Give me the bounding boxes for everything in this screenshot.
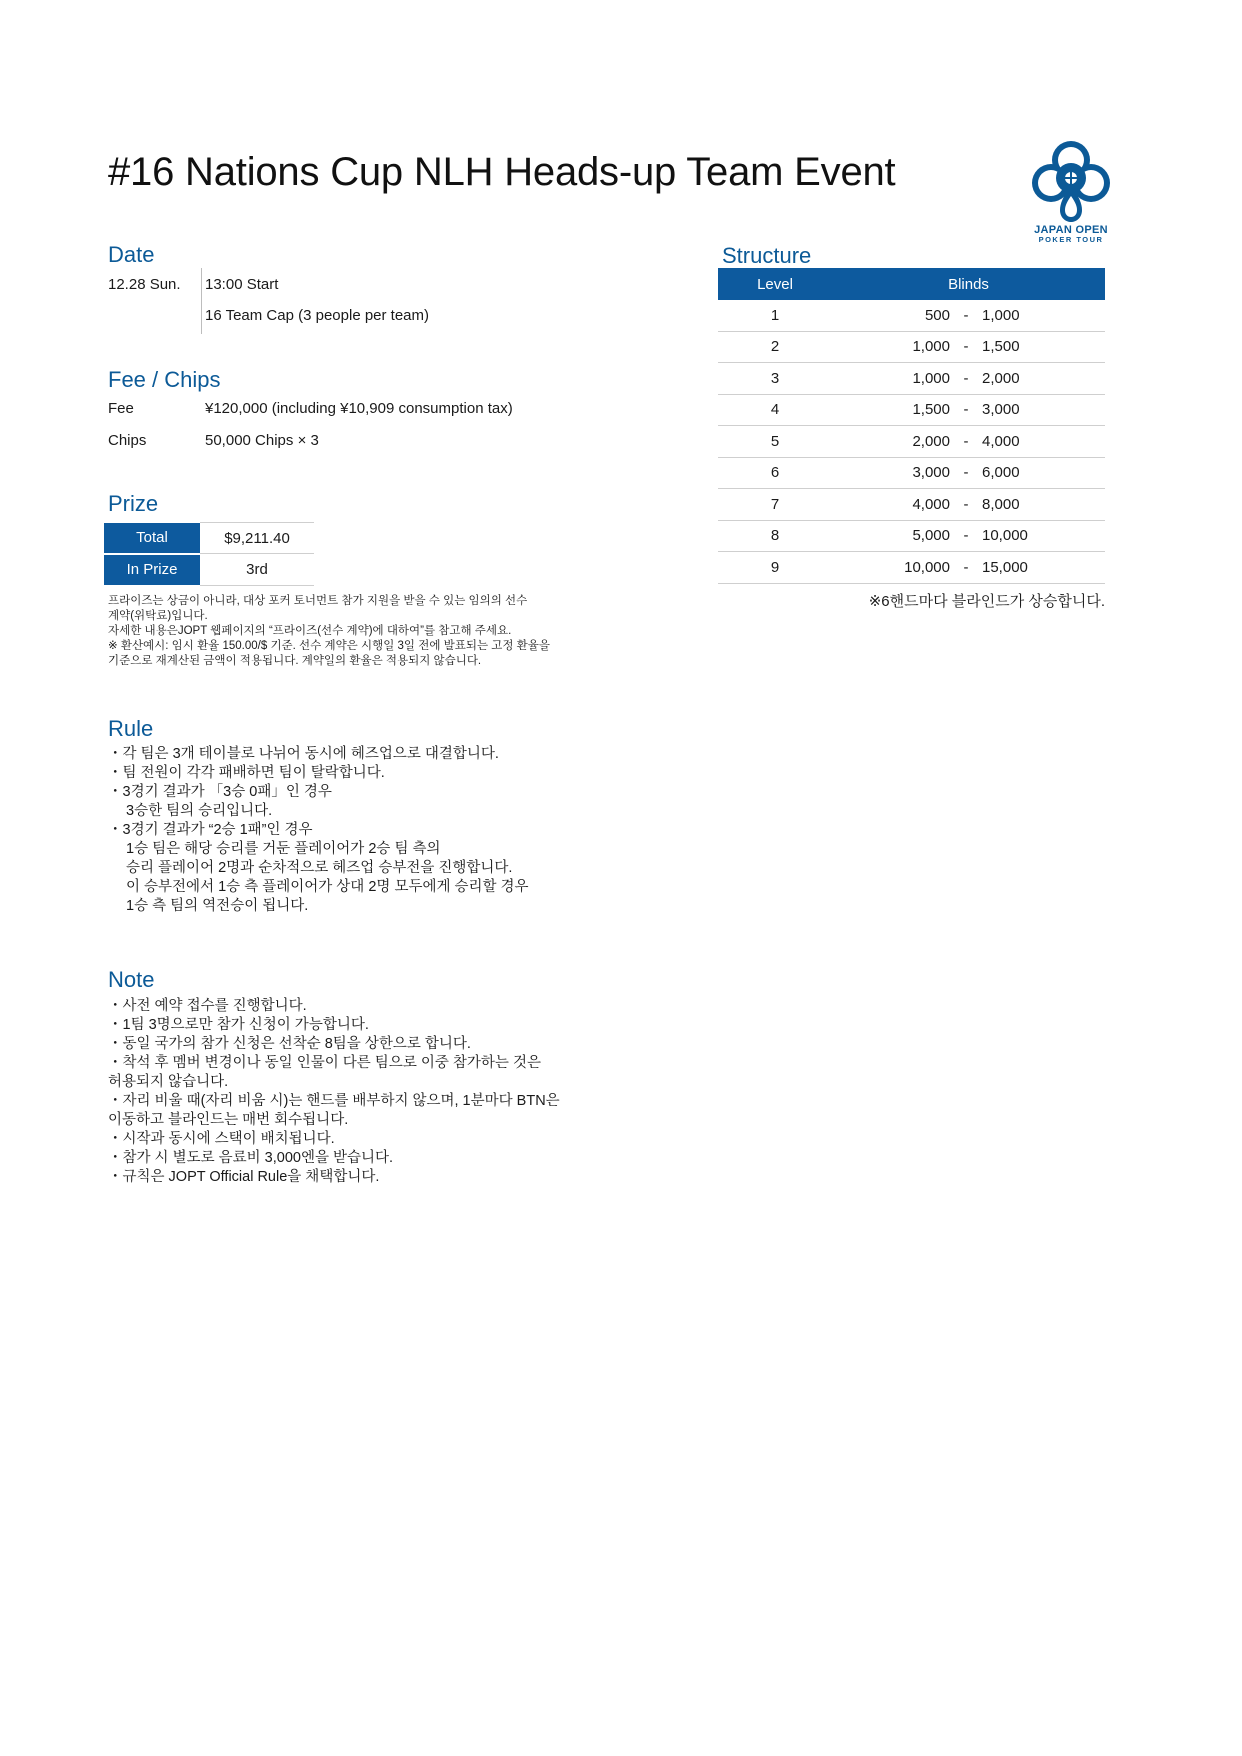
structure-level-cell: 3 xyxy=(718,363,832,395)
structure-level-cell: 8 xyxy=(718,520,832,552)
small-blind-value: 2,000 xyxy=(912,432,950,450)
page-title: #16 Nations Cup NLH Heads-up Team Event xyxy=(108,150,896,194)
structure-note: ※6핸드마다 블라인드가 상승합니다. xyxy=(868,593,1105,610)
structure-blinds-cell xyxy=(832,394,1105,426)
rule-line: 1승 팀은 해당 승리를 거둔 플레이어가 2승 팀 측의 xyxy=(126,841,441,857)
structure-row xyxy=(718,394,1105,426)
prize-note-line: 기준으로 재계산된 금액이 적용됩니다. 계약일의 환율은 적용되지 않습니다. xyxy=(108,655,482,667)
rule-line: ・3경기 결과가 “2승 1패”인 경우 xyxy=(108,822,313,838)
prize-note-line: 자세한 내용은JOPT 웹페이지의 “프라이즈(선수 계약)에 대하여”를 참고해 주세요. xyxy=(108,625,512,637)
prize-row-total xyxy=(104,523,314,554)
prize-inprize-value: 3rd xyxy=(200,554,314,586)
structure-level-cell: 1 xyxy=(718,300,832,331)
fee-value: ¥120,000 (including ¥10,909 consumption tax) xyxy=(205,400,513,417)
note-line: 이동하고 블라인드는 매번 회수됩니다. xyxy=(108,1112,349,1128)
fee-label: Fee xyxy=(108,400,134,417)
date-cap: 16 Team Cap (3 people per team) xyxy=(205,307,430,324)
note-line: ・사전 예약 접수를 진행합니다. xyxy=(108,998,307,1014)
note-line: ・동일 국가의 참가 신청은 선착순 8팀을 상한으로 합니다. xyxy=(108,1036,471,1052)
note-heading: Note xyxy=(108,967,155,992)
prize-table xyxy=(104,522,314,587)
date-heading: Date xyxy=(108,242,155,267)
blind-separator: - xyxy=(963,338,969,356)
structure-col-level: Level xyxy=(718,268,832,300)
structure-level-cell: 9 xyxy=(718,552,832,584)
note-line: ・1팀 3명으로만 참가 신청이 가능합니다. xyxy=(108,1017,369,1033)
prize-total-value: $9,211.40 xyxy=(200,523,314,554)
rule-list xyxy=(108,745,529,916)
big-blind-value: 6,000 xyxy=(982,464,1020,482)
note-line: ・규칙은 JOPT Official Rule을 채택합니다. xyxy=(108,1169,380,1185)
small-blind-value: 10,000 xyxy=(904,558,950,576)
small-blind-value: 1,500 xyxy=(912,401,950,419)
structure-blinds-cell xyxy=(832,300,1105,331)
note-line: ・참가 시 별도로 음료비 3,000엔을 받습니다. xyxy=(108,1150,394,1166)
structure-blinds-cell xyxy=(832,363,1105,395)
structure-blinds-cell xyxy=(832,489,1105,521)
big-blind-value: 1,000 xyxy=(982,306,1020,324)
blind-separator: - xyxy=(963,558,969,576)
structure-row xyxy=(718,457,1105,489)
structure-row xyxy=(718,331,1105,363)
structure-blinds-cell xyxy=(832,457,1105,489)
logo-text-line2: POKER TOUR xyxy=(1038,235,1104,244)
rule-line: 승리 플레이어 2명과 순차적으로 헤즈업 승부전을 진행합니다. xyxy=(126,860,513,876)
prize-row-inprize xyxy=(104,554,314,586)
big-blind-value: 3,000 xyxy=(982,401,1020,419)
date-day: 12.28 Sun. xyxy=(108,276,181,293)
note-line: ・시작과 동시에 스택이 배치됩니다. xyxy=(108,1131,335,1147)
small-blind-value: 500 xyxy=(924,306,950,324)
big-blind-value: 2,000 xyxy=(982,369,1020,387)
big-blind-value: 8,000 xyxy=(982,495,1020,513)
fee-heading: Fee / Chips xyxy=(108,367,221,392)
big-blind-value: 15,000 xyxy=(982,558,1028,576)
chips-label: Chips xyxy=(108,432,147,449)
blind-separator: - xyxy=(963,369,969,387)
structure-blinds-cell xyxy=(832,520,1105,552)
structure-row xyxy=(718,489,1105,521)
structure-row xyxy=(718,363,1105,395)
prize-heading: Prize xyxy=(108,491,159,516)
rule-line: 이 승부전에서 1승 측 플레이어가 상대 2명 모두에게 승리할 경우 xyxy=(126,879,529,895)
small-blind-value: 3,000 xyxy=(912,464,950,482)
rule-heading: Rule xyxy=(108,716,154,741)
blind-separator: - xyxy=(963,306,969,324)
small-blind-value: 1,000 xyxy=(912,338,950,356)
blind-separator: - xyxy=(963,401,969,419)
big-blind-value: 10,000 xyxy=(982,527,1028,545)
structure-col-blinds: Blinds xyxy=(832,268,1105,300)
date-start: 13:00 Start xyxy=(205,276,279,293)
structure-blinds-cell xyxy=(832,552,1105,584)
structure-header-row xyxy=(718,268,1105,300)
note-line: ・착석 후 멤버 변경이나 동일 인물이 다른 팀으로 이중 참가하는 것은 xyxy=(108,1055,541,1071)
prize-total-label: Total xyxy=(104,523,200,554)
note-line: 허용되지 않습니다. xyxy=(108,1074,229,1090)
structure-level-cell: 2 xyxy=(718,331,832,363)
structure-heading: Structure xyxy=(722,243,812,268)
date-divider xyxy=(201,268,202,334)
prize-inprize-label: In Prize xyxy=(104,554,200,586)
structure-level-cell: 6 xyxy=(718,457,832,489)
chips-value: 50,000 Chips × 3 xyxy=(205,432,319,449)
prize-note-line: ※ 환산예시: 임시 환율 150.00/$ 기준. 선수 계약은 시행일 3일 전에 발표되는 고정 환율을 xyxy=(108,640,550,652)
blind-separator: - xyxy=(963,495,969,513)
structure-level-cell: 5 xyxy=(718,426,832,458)
logo-text-line1: JAPAN OPEN xyxy=(1034,224,1108,236)
big-blind-value: 4,000 xyxy=(982,432,1020,450)
prize-note-line: 프라이즈는 상금이 아니라, 대상 포커 토너먼트 참가 지원을 받을 수 있는 임의의 선수 xyxy=(108,595,528,607)
blind-separator: - xyxy=(963,432,969,450)
rule-line: ・각 팀은 3개 테이블로 나뉘어 동시에 헤즈업으로 대결합니다. xyxy=(108,746,499,762)
rule-line: 1승 측 팀의 역전승이 됩니다. xyxy=(126,898,309,914)
big-blind-value: 1,500 xyxy=(982,338,1020,356)
small-blind-value: 1,000 xyxy=(912,369,950,387)
structure-blinds-cell xyxy=(832,331,1105,363)
note-list xyxy=(108,997,560,1187)
prize-notes xyxy=(108,594,550,669)
structure-level-cell: 7 xyxy=(718,489,832,521)
structure-row xyxy=(718,300,1105,331)
structure-table xyxy=(718,268,1105,584)
structure-row xyxy=(718,426,1105,458)
rule-line: ・팀 전원이 각각 패배하면 팀이 탈락합니다. xyxy=(108,765,385,781)
structure-blinds-cell xyxy=(832,426,1105,458)
structure-row xyxy=(718,520,1105,552)
prize-note-line: 계약(위탁료)입니다. xyxy=(108,610,208,622)
blind-separator: - xyxy=(963,527,969,545)
small-blind-value: 4,000 xyxy=(912,495,950,513)
rule-line: 3승한 팀의 승리입니다. xyxy=(126,803,273,819)
note-line: ・자리 비울 때(자리 비움 시)는 핸드를 배부하지 않으며, 1분마다 BTN은 xyxy=(108,1093,560,1109)
blind-separator: - xyxy=(963,464,969,482)
small-blind-value: 5,000 xyxy=(912,527,950,545)
structure-row xyxy=(718,552,1105,584)
rule-line: ・3경기 결과가 「3승 0패」인 경우 xyxy=(108,784,332,800)
structure-level-cell: 4 xyxy=(718,394,832,426)
